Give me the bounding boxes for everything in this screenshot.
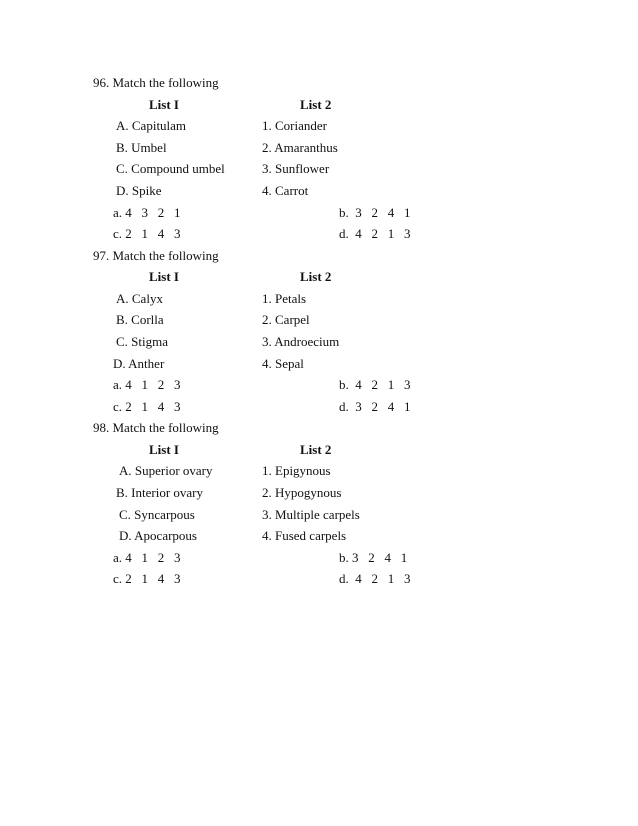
- question-96-list2-header: List 2: [300, 97, 332, 112]
- question-98-row-a-right: 1. Epigynous: [262, 463, 331, 478]
- question-97-option-b: b. 4 2 1 3: [339, 377, 411, 392]
- question-96-row-c-left: C. Compound umbel: [116, 161, 225, 176]
- question-96-row-b-right: 2. Amaranthus: [262, 140, 338, 155]
- question-96-list1-header: List I: [149, 97, 179, 112]
- question-96-option-c: c. 2 1 4 3: [113, 226, 181, 241]
- question-98-row-b-left: B. Interior ovary: [116, 485, 204, 500]
- question-98-option-b: b. 3 2 4 1: [339, 550, 408, 565]
- question-96-option-b: b. 3 2 4 1: [339, 205, 411, 220]
- question-98-list1-header: List I: [149, 442, 179, 457]
- question-98-row-a-left: A. Superior ovary: [119, 463, 213, 478]
- question-97-row-a-left: A. Calyx: [116, 291, 163, 306]
- question-97-row-c-right: 3. Androecium: [262, 334, 340, 349]
- question-98-option-c: c. 2 1 4 3: [113, 571, 181, 586]
- question-97-row-d-right: 4. Sepal: [262, 356, 304, 371]
- question-97-list2-header: List 2: [300, 269, 332, 284]
- question-97-title: 97. Match the following: [93, 248, 219, 263]
- question-96-row-a-right: 1. Coriander: [262, 118, 327, 133]
- question-97-row-b-left: B. Corlla: [116, 312, 164, 327]
- question-96-row-c-right: 3. Sunflower: [262, 161, 330, 176]
- question-96-row-b-left: B. Umbel: [116, 140, 167, 155]
- question-98-row-d-left: D. Apocarpous: [119, 528, 197, 543]
- question-98-row-c-right: 3. Multiple carpels: [262, 507, 360, 522]
- question-97-option-d: d. 3 2 4 1: [339, 399, 411, 414]
- question-96-row-d-right: 4. Carrot: [262, 183, 309, 198]
- question-97-list1-header: List I: [149, 269, 179, 284]
- question-97-row-b-right: 2. Carpel: [262, 312, 310, 327]
- question-96-option-d: d. 4 2 1 3: [339, 226, 411, 241]
- question-96-row-a-left: A. Capitulam: [116, 118, 187, 133]
- question-97-option-a: a. 4 1 2 3: [113, 377, 181, 392]
- question-98-title: 98. Match the following: [93, 420, 219, 435]
- question-96-option-a: a. 4 3 2 1: [113, 205, 181, 220]
- question-98-option-a: a. 4 1 2 3: [113, 550, 181, 565]
- question-97-option-c: c. 2 1 4 3: [113, 399, 181, 414]
- question-98-row-c-left: C. Syncarpous: [119, 507, 195, 522]
- question-97-row-c-left: C. Stigma: [116, 334, 169, 349]
- question-97-row-a-right: 1. Petals: [262, 291, 307, 306]
- question-98-option-d: d. 4 2 1 3: [339, 571, 411, 586]
- question-98-row-d-right: 4. Fused carpels: [262, 528, 347, 543]
- question-96-row-d-left: D. Spike: [116, 183, 162, 198]
- question-97-row-d-left: D. Anther: [113, 356, 165, 371]
- question-98-row-b-right: 2. Hypogynous: [262, 485, 342, 500]
- question-98-list2-header: List 2: [300, 442, 332, 457]
- question-96-title: 96. Match the following: [93, 75, 219, 90]
